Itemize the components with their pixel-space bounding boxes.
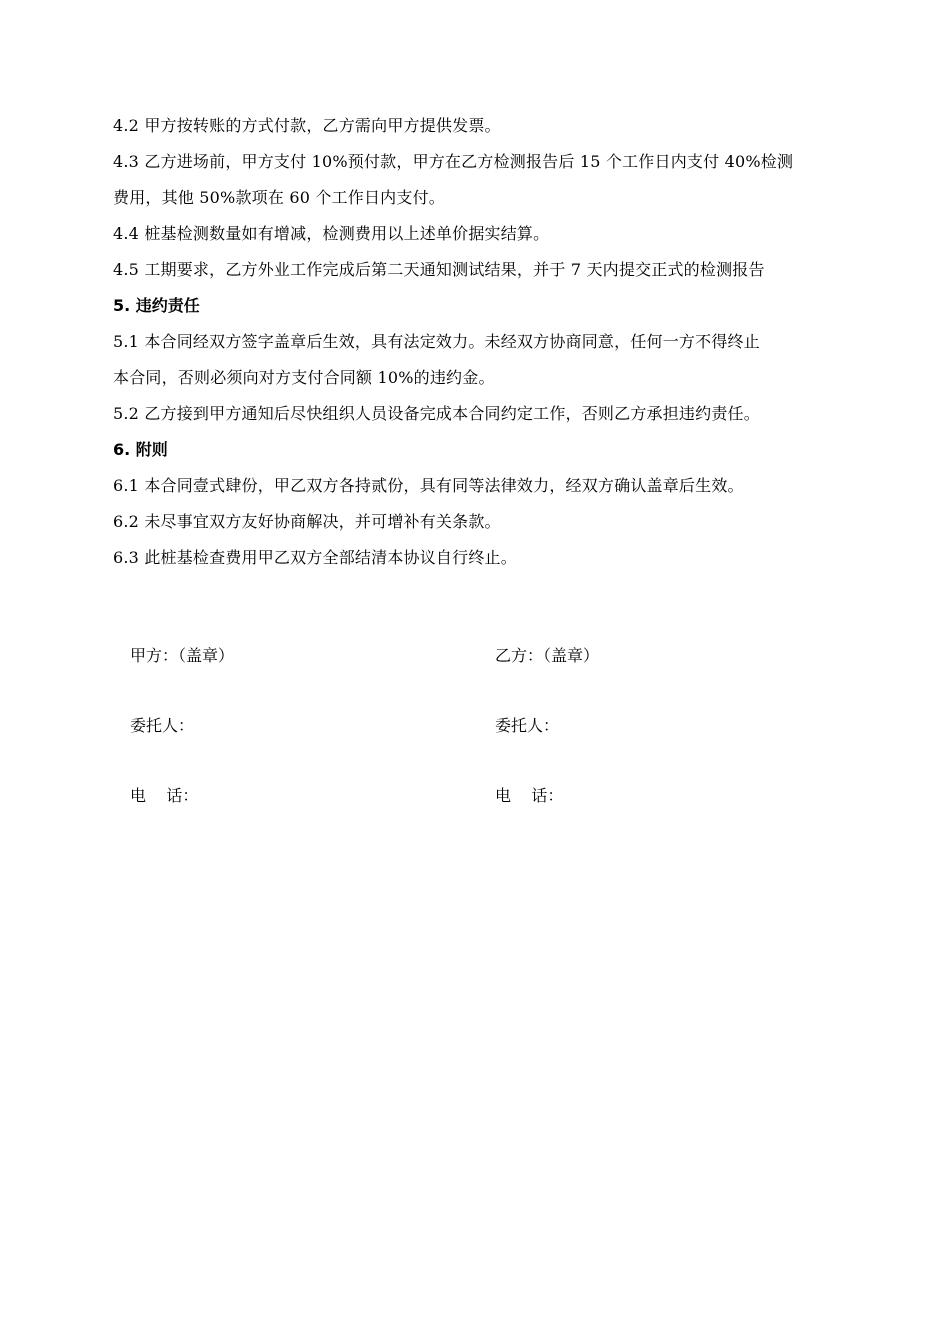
party-a-agent-label: 委托人：	[130, 716, 195, 735]
signature-row-phone	[130, 778, 850, 848]
party-b-phone-label: 电 话：	[495, 786, 564, 805]
clause-5-2: 5.2 乙方接到甲方通知后尽快组织人员设备完成本合同约定工作，否则乙方承担违约责任。	[113, 404, 760, 423]
clause-6-3: 6.3 此桩基检查费用甲乙双方全部结清本协议自行终止。	[113, 548, 517, 567]
clause-4-3-line1: 4.3 乙方进场前，甲方支付 10%预付款，甲方在乙方检测报告后 15 个工作日内支付 40%检测	[113, 152, 794, 171]
clause-5-1-line2: 本合同，否则必须向对方支付合同额 10%的违约金。	[113, 368, 495, 387]
signature-row-agent	[130, 708, 850, 778]
party-a-phone-label: 电 话：	[130, 786, 199, 805]
clause-4-4: 4.4 桩基检测数量如有增减，检测费用以上述单价据实结算。	[113, 224, 550, 243]
contract-body	[113, 108, 863, 576]
clause-5-1-line1: 5.1 本合同经双方签字盖章后生效，具有法定效力。未经双方协商同意，任何一方不得终止	[113, 332, 760, 351]
signature-row-party	[130, 638, 850, 708]
party-b-agent-label: 委托人：	[495, 716, 560, 735]
party-b-seal-label: 乙方：（盖章）	[495, 646, 600, 665]
clause-6-2: 6.2 未尽事宜双方友好协商解决，并可增补有关条款。	[113, 512, 501, 531]
party-a-seal-label: 甲方：（盖章）	[130, 646, 235, 665]
clause-4-5: 4.5 工期要求，乙方外业工作完成后第二天通知测试结果，并于 7 天内提交正式的检测报告	[113, 260, 765, 279]
clause-4-2: 4.2 甲方按转账的方式付款，乙方需向甲方提供发票。	[113, 116, 501, 135]
section-heading-5: 5. 违约责任	[113, 296, 200, 315]
clause-6-1: 6.1 本合同壹式肆份，甲乙双方各持贰份，具有同等法律效力，经双方确认盖章后生效。	[113, 476, 744, 495]
section-heading-6: 6. 附则	[113, 440, 168, 459]
signature-block	[130, 638, 850, 848]
clause-4-3-line2: 费用，其他 50%款项在 60 个工作日内支付。	[113, 188, 445, 207]
